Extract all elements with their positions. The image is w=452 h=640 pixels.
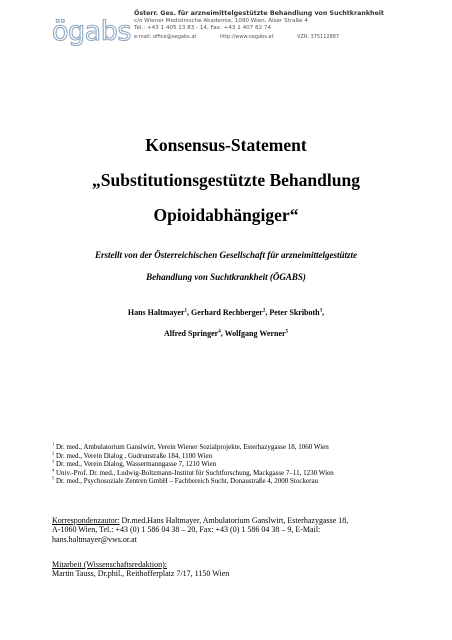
affiliation-sup: 3 [52, 458, 55, 464]
editorial-block [52, 560, 442, 579]
author-sup: 3 [319, 308, 323, 314]
org-address: c/o Wiener Medizinische Akademie, 1090 Wien, Alser Straße 4 [134, 18, 308, 24]
subtitle-line-1: Erstellt von der Österreichischen Gesellschaft für arzneimittelgestützte [94, 250, 357, 260]
author-sup: 4 [218, 329, 221, 335]
title-line-3: Opioidabhängiger“ [153, 205, 299, 225]
title-line-1: Konsensus-Statement [145, 135, 307, 155]
editorial-line: Martin Tauss, Dr.phil., Reithofferplatz 7/17, 1150 Wien [52, 569, 230, 579]
org-name: Österr. Ges. für arzneimittelgestützte Behandlung von Suchtkrankheit [134, 10, 384, 17]
editorial-label: Mitarbeit (Wissenschaftsredaktion): [52, 560, 167, 569]
logo-text: ögabs [52, 16, 131, 47]
org-phone-fax: Tel.: +43 1 405 13 83 - 14, Fax: +43 1 407 82 74 [134, 25, 272, 32]
affiliation-text: Univ.-Prof. Dr. med., Ludwig-Boltzmann-Institut für Suchtforschung, Mackgasse 7–11, 1230 Wien [56, 468, 334, 477]
correspondence-block [52, 516, 442, 544]
letterhead [134, 10, 434, 41]
affiliation-text: Dr. med., Verein Dialog, Wassermanngasse 7, 1210 Wien [56, 460, 217, 469]
author-name: Wolfgang Werner [224, 329, 286, 338]
affiliation-sup: 2 [52, 450, 55, 456]
affiliation-sup: 5 [52, 476, 55, 482]
author-name: Gerhard Rechberger [191, 308, 263, 317]
author-sup: 5 [285, 329, 289, 335]
oegabs-logo [50, 9, 138, 49]
correspondence-label: Korrespondenzautor: [52, 516, 120, 525]
author-name: Peter Skriboth [269, 308, 320, 317]
affiliation [52, 477, 432, 486]
correspondence-line-2: A-1060 Wien, Tel.: +43 (0) 1 586 04 38 – 20, Fax: +43 (0) 1 586 04 38 – 9, E-Mail: [52, 525, 321, 535]
org-contact-row [134, 34, 434, 41]
affiliation-text: Dr. med., Psychosoziale Zentren GmbH – Fachbereich Sucht, Donaustraße 4, 2000 Stockerau [56, 477, 319, 486]
author-name: Hans Haltmayer [127, 308, 185, 317]
author-sup: 2 [262, 308, 266, 314]
authors-line-1: Hans Haltmayer$^1$, Gerhard Rechberger$^2$, Peter Skriboth$^3$, [127, 308, 325, 317]
org-website[interactable]: http://www.oegabs.at [219, 33, 274, 40]
affiliation [52, 443, 432, 452]
affiliation-sup: 4 [52, 467, 55, 473]
title-line-2: „Substitutionsgestützte Behandlung [92, 170, 360, 190]
correspondence-email[interactable]: hans.haltmayer@vws.or.at [52, 534, 137, 544]
subtitle-line-2: Behandlung von Suchtkrankheit (ÖGABS) [146, 272, 306, 282]
correspondence-text: Dr.med.Hans Haltmayer, Ambulatorium Ganslwirt, Esterhazygasse 18, [119, 516, 349, 525]
affiliation [52, 460, 432, 469]
affiliations [52, 443, 432, 486]
author-name: Alfred Springer [163, 329, 219, 338]
org-zvr: VZR: 375112887 [297, 33, 340, 40]
author-sup: 1 [184, 308, 188, 314]
affiliation-text: Dr. med., Ambulatorium Ganslwirt, Verein Wiener Sozialprojekte, Esterhazygasse 18, 1060 Wien [56, 443, 329, 451]
affiliation [52, 452, 432, 461]
correspondence-line-1 [52, 516, 442, 525]
authors-line-2: Alfred Springer$^4$, Wolfgang Werner$^5$ [163, 329, 289, 338]
affiliation-text: Dr. med., Verein Dialog , Gudrunstraße 184, 1100 Wien [56, 451, 213, 460]
org-email[interactable]: e-mail: office@oegabs.at [134, 33, 197, 40]
affiliation-sup: 1 [52, 441, 55, 447]
